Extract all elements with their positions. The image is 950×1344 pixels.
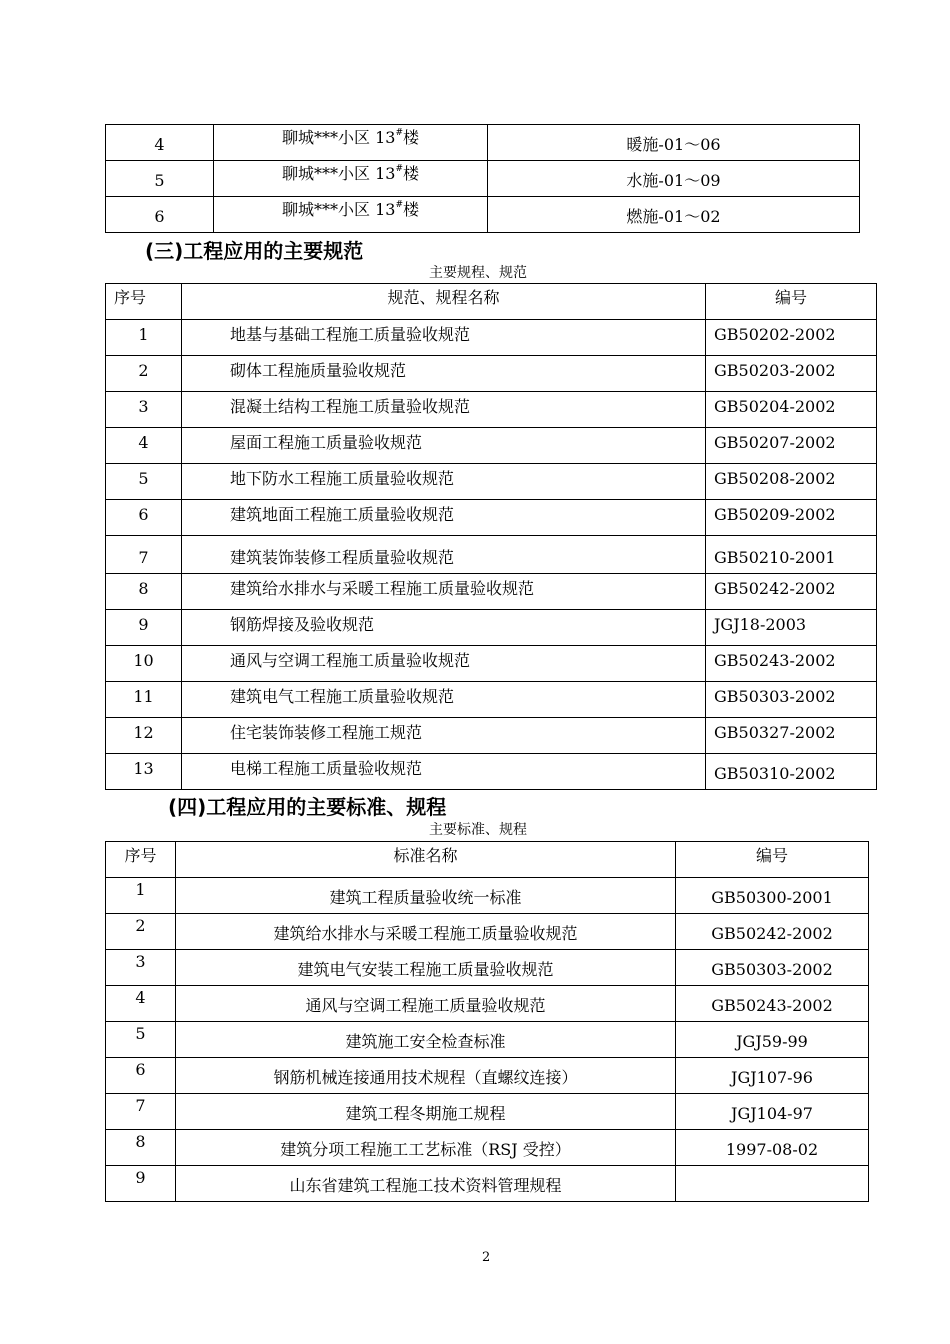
row-building (214, 161, 488, 197)
table-row (106, 718, 877, 754)
table-row (106, 197, 860, 233)
table-row (106, 682, 877, 718)
row-code: GB50300-2001 (676, 878, 869, 914)
building-mark: # (395, 128, 403, 138)
row-number: 8 (106, 574, 182, 610)
row-code: GB50210-2001 (706, 536, 877, 574)
row-building (214, 197, 488, 233)
table-row (106, 646, 877, 682)
row-number: 6 (106, 197, 214, 233)
building-suffix: 楼 (402, 200, 419, 219)
row-number: 10 (106, 646, 182, 682)
table-row (106, 1094, 869, 1130)
row-name: 电梯工程施工质量验收规范 (182, 754, 706, 790)
row-number: 12 (106, 718, 182, 754)
row-number: 4 (106, 986, 176, 1022)
row-code: GB50327-2002 (706, 718, 877, 754)
row-code: GB50202-2002 (706, 320, 877, 356)
table-row (106, 1022, 869, 1058)
row-number: 4 (106, 428, 182, 464)
row-number: 8 (106, 1130, 176, 1166)
row-name: 钢筋焊接及验收规范 (182, 610, 706, 646)
standards-table (105, 841, 869, 1202)
row-name: 屋面工程施工质量验收规范 (182, 428, 706, 464)
table-row (106, 1130, 869, 1166)
building-mark: # (395, 200, 403, 210)
table-row (106, 464, 877, 500)
header-name: 规范、规程名称 (182, 284, 706, 320)
table-row (106, 986, 869, 1022)
row-drawing-code: 暖施-01～06 (488, 125, 860, 161)
row-name: 建筑给水排水与采暖工程施工质量验收规范 (176, 914, 676, 950)
row-drawing-code: 水施-01～09 (488, 161, 860, 197)
table-row (106, 574, 877, 610)
row-name: 通风与空调工程施工质量验收规范 (176, 986, 676, 1022)
row-code: GB50208-2002 (706, 464, 877, 500)
row-code: GB50203-2002 (706, 356, 877, 392)
row-code: GB50243-2002 (676, 986, 869, 1022)
specs-table (105, 283, 877, 790)
row-number: 1 (106, 320, 182, 356)
row-code: GB50204-2002 (706, 392, 877, 428)
table-row (106, 500, 877, 536)
row-code: GB50243-2002 (706, 646, 877, 682)
row-code (676, 1166, 869, 1202)
row-name: 建筑装饰装修工程质量验收规范 (182, 536, 706, 574)
header-no: 序号 (106, 842, 176, 878)
header-no: 序号 (106, 284, 182, 320)
table-row (106, 914, 869, 950)
header-name: 标准名称 (176, 842, 676, 878)
row-code: GB50242-2002 (676, 914, 869, 950)
row-name: 建筑分项工程施工工艺标准（RSJ 受控） (176, 1130, 676, 1166)
row-code: GB50207-2002 (706, 428, 877, 464)
row-number: 6 (106, 1058, 176, 1094)
table-row (106, 392, 877, 428)
row-name: 建筑工程质量验收统一标准 (176, 878, 676, 914)
header-code: 编号 (706, 284, 877, 320)
row-name: 建筑地面工程施工质量验收规范 (182, 500, 706, 536)
row-code: 1997-08-02 (676, 1130, 869, 1166)
row-name: 地基与基础工程施工质量验收规范 (182, 320, 706, 356)
building-suffix: 楼 (402, 128, 419, 147)
row-number: 9 (106, 1166, 176, 1202)
row-code: GB50303-2002 (706, 682, 877, 718)
row-number: 13 (106, 754, 182, 790)
row-name: 钢筋机械连接通用技术规程（直螺纹连接） (176, 1058, 676, 1094)
table-row (106, 161, 860, 197)
table-row (106, 610, 877, 646)
row-number: 3 (106, 950, 176, 986)
section3-caption: 主要规程、规范 (429, 265, 527, 281)
row-number: 2 (106, 914, 176, 950)
row-name: 建筑工程冬期施工规程 (176, 1094, 676, 1130)
row-number: 9 (106, 610, 182, 646)
building-name: 聊城***小区 13 (281, 164, 396, 183)
building-name: 聊城***小区 13 (281, 128, 396, 147)
row-name: 山东省建筑工程施工技术资料管理规程 (176, 1166, 676, 1202)
section4-caption: 主要标准、规程 (429, 822, 527, 838)
row-name: 建筑给水排水与采暖工程施工质量验收规范 (182, 574, 706, 610)
section3-heading: (三)工程应用的主要规范 (145, 239, 364, 263)
row-number: 5 (106, 464, 182, 500)
table-row (106, 125, 860, 161)
table-row (106, 428, 877, 464)
page-number: 2 (482, 1250, 491, 1265)
table-row (106, 536, 877, 574)
row-number: 3 (106, 392, 182, 428)
header-code: 编号 (676, 842, 869, 878)
row-number: 5 (106, 161, 214, 197)
row-code: GB50242-2002 (706, 574, 877, 610)
building-mark: # (395, 164, 403, 174)
row-code: GB50310-2002 (706, 754, 877, 790)
row-name: 住宅装饰装修工程施工规范 (182, 718, 706, 754)
table-row (106, 320, 877, 356)
row-number: 11 (106, 682, 182, 718)
table-row (106, 754, 877, 790)
building-suffix: 楼 (402, 164, 419, 183)
row-code: GB50209-2002 (706, 500, 877, 536)
row-name: 砌体工程施质量验收规范 (182, 356, 706, 392)
building-name: 聊城***小区 13 (281, 200, 396, 219)
row-number: 7 (106, 1094, 176, 1130)
table-row (106, 356, 877, 392)
row-code: JGJ18-2003 (706, 610, 877, 646)
row-number: 2 (106, 356, 182, 392)
row-building (214, 125, 488, 161)
row-number: 7 (106, 536, 182, 574)
row-number: 6 (106, 500, 182, 536)
row-name: 混凝土结构工程施工质量验收规范 (182, 392, 706, 428)
section4-heading: (四)工程应用的主要标准、规程 (168, 795, 447, 819)
table-row (106, 1166, 869, 1202)
row-code: JGJ104-97 (676, 1094, 869, 1130)
table-row (106, 878, 869, 914)
row-number: 5 (106, 1022, 176, 1058)
drawings-table (105, 124, 860, 233)
row-name: 地下防水工程施工质量验收规范 (182, 464, 706, 500)
table-row (106, 1058, 869, 1094)
row-name: 建筑施工安全检查标准 (176, 1022, 676, 1058)
row-drawing-code: 燃施-01～02 (488, 197, 860, 233)
row-code: GB50303-2002 (676, 950, 869, 986)
row-name: 通风与空调工程施工质量验收规范 (182, 646, 706, 682)
table-row (106, 950, 869, 986)
row-number: 1 (106, 878, 176, 914)
row-code: JGJ107-96 (676, 1058, 869, 1094)
row-number: 4 (106, 125, 214, 161)
row-name: 建筑电气安装工程施工质量验收规范 (176, 950, 676, 986)
row-code: JGJ59-99 (676, 1022, 869, 1058)
row-name: 建筑电气工程施工质量验收规范 (182, 682, 706, 718)
